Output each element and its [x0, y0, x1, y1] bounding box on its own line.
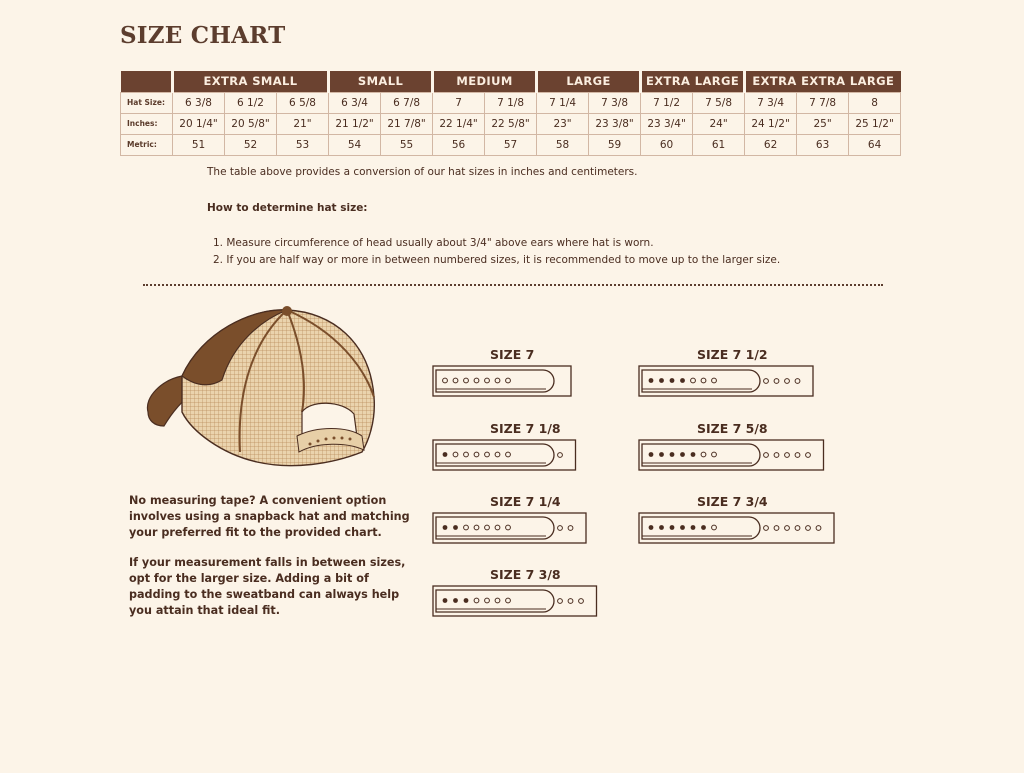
snapback-cap-illustration	[142, 302, 382, 470]
inches-row	[121, 113, 901, 134]
strap-size-label: SIZE 7 1/2	[697, 347, 768, 362]
group-extra-extra-large: EXTRA EXTRA LARGE	[745, 71, 901, 92]
table-cell: 24 1/2"	[745, 113, 797, 134]
group-extra-small: EXTRA SMALL	[173, 71, 329, 92]
hat-size-row	[121, 92, 901, 113]
row-label: Hat Size:	[121, 92, 173, 113]
strap-size-label: SIZE 7 5/8	[697, 421, 768, 436]
table-cell: 58	[537, 134, 589, 155]
size-table	[120, 71, 901, 156]
table-cell: 64	[849, 134, 901, 155]
between-sizes-paragraph: If your measurement falls in between sizes, opt for the larger size. Adding a bit of padding to the sweatband can always help you attain that ideal fit.	[129, 556, 406, 617]
table-cell: 61	[693, 134, 745, 155]
table-cell: 7 3/8	[589, 92, 641, 113]
row-label: Metric:	[121, 134, 173, 155]
table-cell: 7 5/8	[693, 92, 745, 113]
table-cell: 7 1/2	[641, 92, 693, 113]
table-cell: 7	[433, 92, 485, 113]
group-large: LARGE	[537, 71, 641, 92]
group-extra-large: EXTRA LARGE	[641, 71, 745, 92]
strap-size-label: SIZE 7	[490, 347, 535, 362]
table-cell: 60	[641, 134, 693, 155]
how-to-heading: How to determine hat size:	[207, 202, 368, 214]
table-cell: 25"	[797, 113, 849, 134]
table-cell: 7 1/8	[485, 92, 537, 113]
snapback-strap-diagram	[432, 364, 574, 398]
step-2: 2. If you are half way or more in between numbered sizes, it is recommended to move up to the larger size.	[213, 254, 781, 266]
table-cell: 20 5/8"	[225, 113, 277, 134]
table-cell: 51	[173, 134, 225, 155]
table-cell: 22 5/8"	[485, 113, 537, 134]
table-cell: 57	[485, 134, 537, 155]
table-cell: 23 3/4"	[641, 113, 693, 134]
table-cell: 7 3/4	[745, 92, 797, 113]
table-cell: 6 5/8	[277, 92, 329, 113]
table-cell: 52	[225, 134, 277, 155]
table-cell: 56	[433, 134, 485, 155]
table-cell: 6 3/4	[329, 92, 381, 113]
header-corner	[121, 71, 173, 92]
table-cell: 6 7/8	[381, 92, 433, 113]
table-cell: 23"	[537, 113, 589, 134]
table-cell: 6 1/2	[225, 92, 277, 113]
table-cell: 7 7/8	[797, 92, 849, 113]
strap-size-label: SIZE 7 1/4	[490, 494, 561, 509]
table-cell: 54	[329, 134, 381, 155]
strap-size-label: SIZE 7 3/8	[490, 567, 561, 582]
page-title: SIZE CHART	[120, 22, 286, 49]
step-1: 1. Measure circumference of head usually about 3/4" above ears where hat is worn.	[213, 237, 654, 249]
snapback-strap-diagram	[638, 364, 816, 398]
table-cell: 8	[849, 92, 901, 113]
table-cell: 55	[381, 134, 433, 155]
strap-size-label: SIZE 7 3/4	[697, 494, 768, 509]
table-cell: 21"	[277, 113, 329, 134]
metric-row	[121, 134, 901, 155]
table-cell: 21 7/8"	[381, 113, 433, 134]
snapback-strap-diagram	[432, 511, 589, 545]
table-cell: 20 1/4"	[173, 113, 225, 134]
table-cell: 59	[589, 134, 641, 155]
snapback-strap-diagram	[638, 438, 827, 472]
snapback-strap-diagram	[432, 438, 579, 472]
table-cell: 24"	[693, 113, 745, 134]
table-cell: 23 3/8"	[589, 113, 641, 134]
size-group-header-row	[121, 71, 901, 92]
snapback-strap-diagram	[638, 511, 837, 545]
table-cell: 7 1/4	[537, 92, 589, 113]
table-cell: 6 3/8	[173, 92, 225, 113]
row-label: Inches:	[121, 113, 173, 134]
conversion-note: The table above provides a conversion of our hat sizes in inches and centimeters.	[207, 166, 638, 178]
strap-size-label: SIZE 7 1/8	[490, 421, 561, 436]
dotted-divider	[143, 284, 883, 286]
group-medium: MEDIUM	[433, 71, 537, 92]
snapback-strap-diagram	[432, 584, 600, 618]
group-small: SMALL	[329, 71, 433, 92]
table-cell: 53	[277, 134, 329, 155]
table-cell: 22 1/4"	[433, 113, 485, 134]
table-cell: 21 1/2"	[329, 113, 381, 134]
table-cell: 62	[745, 134, 797, 155]
table-cell: 25 1/2"	[849, 113, 901, 134]
snapback-tip-paragraph: No measuring tape? A convenient option involves using a snapback hat and matching your preferred fit to the provided chart.	[129, 494, 410, 539]
table-cell: 63	[797, 134, 849, 155]
